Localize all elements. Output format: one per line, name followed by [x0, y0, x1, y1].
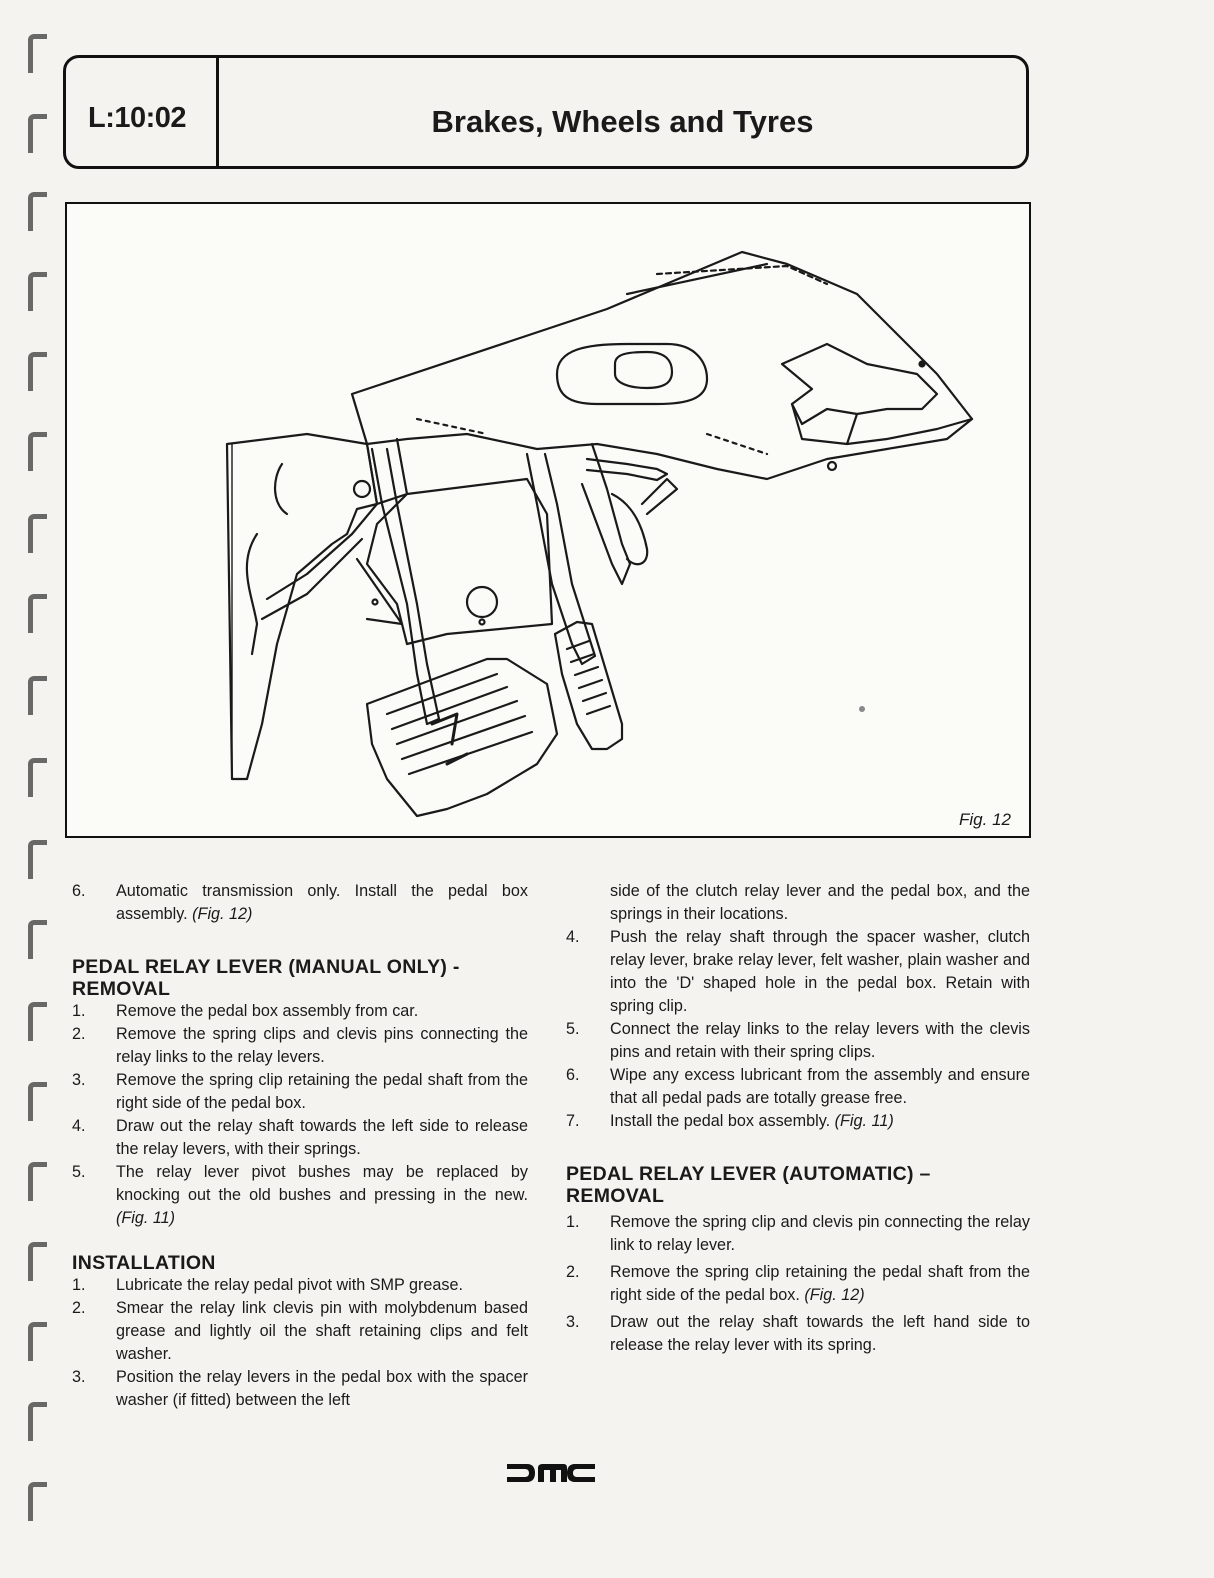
binder-ring [28, 758, 47, 797]
item-text: Position the relay levers in the pedal box with the spacer washer (if fitted) between the left [116, 1368, 528, 1409]
section-heading-installation: INSTALLATION [72, 1252, 216, 1274]
figure-reference: (Fig. 12) [804, 1286, 865, 1304]
binder-ring [28, 1242, 47, 1281]
item-text [116, 1161, 528, 1230]
item-text: Lubricate the relay pedal pivot with SMP grease. [116, 1276, 464, 1294]
item-text [116, 880, 528, 926]
heading-line: PEDAL RELAY LEVER (AUTOMATIC) – [566, 1163, 931, 1185]
figure-reference: (Fig. 11) [834, 1112, 894, 1130]
list-item [566, 1261, 1030, 1307]
binder-ring [28, 514, 47, 553]
item-number: 7. [566, 1112, 580, 1130]
section-code: L:10:02 [88, 102, 187, 134]
list-item [566, 1018, 1030, 1064]
item-text-body: The relay lever pivot bushes may be replaced by knocking out the old bushes and pressing in the new. [116, 1163, 528, 1204]
binder-ring [28, 1162, 47, 1201]
item-number: 3. [566, 1313, 580, 1331]
item-number: 3. [72, 1071, 86, 1089]
item-text: Draw out the relay shaft towards the left hand side to release the relay lever with its spring. [610, 1313, 1030, 1354]
list-item [566, 1311, 1030, 1357]
item-text: Push the relay shaft through the spacer washer, clutch relay lever, brake relay lever, felt washer, plain washer and into the 'D' shaped hole in the pedal box. Retain with spring clip. [610, 928, 1030, 1015]
page-title: Brakes, Wheels and Tyres [431, 104, 814, 139]
list-item [72, 1366, 528, 1412]
item-text-body: Remove the spring clip retaining the pedal shaft from the right side of the pedal box. [610, 1263, 1030, 1304]
list-item [72, 1161, 528, 1230]
binder-ring [28, 1002, 47, 1041]
binder-ring [28, 34, 47, 73]
item-text-body: Install the pedal box assembly. [610, 1112, 831, 1130]
binder-ring [28, 840, 47, 879]
figure-reference: (Fig. 11) [116, 1209, 176, 1227]
binder-ring [28, 594, 47, 633]
list-item [566, 1064, 1030, 1110]
page-header [63, 55, 1029, 169]
item-text-body: Automatic transmission only. Install the pedal box assembly. [116, 882, 528, 923]
binder-ring [28, 272, 47, 311]
binder-ring [28, 352, 47, 391]
heading-line: PEDAL RELAY LEVER (MANUAL ONLY) - [72, 956, 460, 978]
list-item [72, 1115, 528, 1161]
binder-ring [28, 192, 47, 231]
binder-ring [28, 1082, 47, 1121]
item-number: 3. [72, 1368, 86, 1386]
figure-reference: (Fig. 12) [192, 905, 253, 923]
item-number: 5. [566, 1020, 580, 1038]
item-text: Connect the relay links to the relay levers with the clevis pins and retain with their spring clips. [610, 1020, 1030, 1061]
item-text: Draw out the relay shaft towards the left side to release the relay levers, with their springs. [116, 1117, 528, 1158]
installation-list [72, 1274, 528, 1412]
list-item [566, 1211, 1030, 1257]
figure-pedal-box [65, 202, 1031, 838]
list-item [72, 1297, 528, 1366]
item-text: Remove the pedal box assembly from car. [116, 1002, 419, 1020]
binder-ring [28, 1402, 47, 1441]
pedal-box-illustration [67, 204, 1029, 836]
list-item [72, 1274, 528, 1297]
item-number: 2. [72, 1025, 86, 1043]
binder-ring [28, 676, 47, 715]
list-item [72, 1069, 528, 1115]
dmc-logo [505, 1462, 597, 1484]
item-number: 1. [72, 1002, 86, 1020]
installation-list-continued [566, 926, 1030, 1133]
item-number: 4. [566, 928, 580, 946]
section-heading-automatic-removal [566, 1163, 1030, 1207]
right-column [566, 880, 1030, 1357]
item-number: 1. [566, 1213, 580, 1231]
figure-caption: Fig. 12 [959, 810, 1011, 829]
item-text [610, 1110, 1030, 1133]
manual-removal-list [72, 1000, 528, 1230]
item-text [610, 1261, 1030, 1307]
item-number: 4. [72, 1117, 86, 1135]
item-text: Remove the spring clip and clevis pin connecting the relay link to relay lever. [610, 1213, 1030, 1254]
item-number: 6. [72, 882, 86, 900]
heading-line: REMOVAL [72, 978, 171, 1000]
list-item-continuation [566, 880, 1030, 926]
item-text: side of the clutch relay lever and the pedal box, and the springs in their locations. [610, 882, 1030, 923]
item-number: 1. [72, 1276, 86, 1294]
item-text: Remove the spring clips and clevis pins connecting the relay links to the relay levers. [116, 1025, 528, 1066]
binder-ring [28, 1482, 47, 1521]
list-item [72, 1023, 528, 1069]
item-text: Wipe any excess lubricant from the assembly and ensure that all pedal pads are totally grease free. [610, 1066, 1030, 1107]
list-item [72, 1000, 528, 1023]
item-text: Smear the relay link clevis pin with molybdenum based grease and lightly oil the shaft retaining clips and felt washer. [116, 1299, 528, 1363]
list-item [566, 1110, 1030, 1133]
binder-ring [28, 1322, 47, 1361]
list-item [566, 926, 1030, 1018]
binder-ring [28, 920, 47, 959]
automatic-removal-list [566, 1211, 1030, 1357]
binder-ring [28, 432, 47, 471]
heading-line: REMOVAL [566, 1185, 665, 1207]
item-number: 5. [72, 1163, 86, 1181]
item-text: Remove the spring clip retaining the pedal shaft from the right side of the pedal box. [116, 1071, 528, 1112]
left-column [72, 880, 528, 1412]
list-item [72, 880, 528, 926]
binder-rings [28, 20, 48, 1560]
item-number: 6. [566, 1066, 580, 1084]
binder-ring [28, 114, 47, 153]
item-number: 2. [566, 1263, 580, 1281]
section-heading-manual-removal [72, 956, 528, 1000]
item-number: 2. [72, 1299, 86, 1317]
